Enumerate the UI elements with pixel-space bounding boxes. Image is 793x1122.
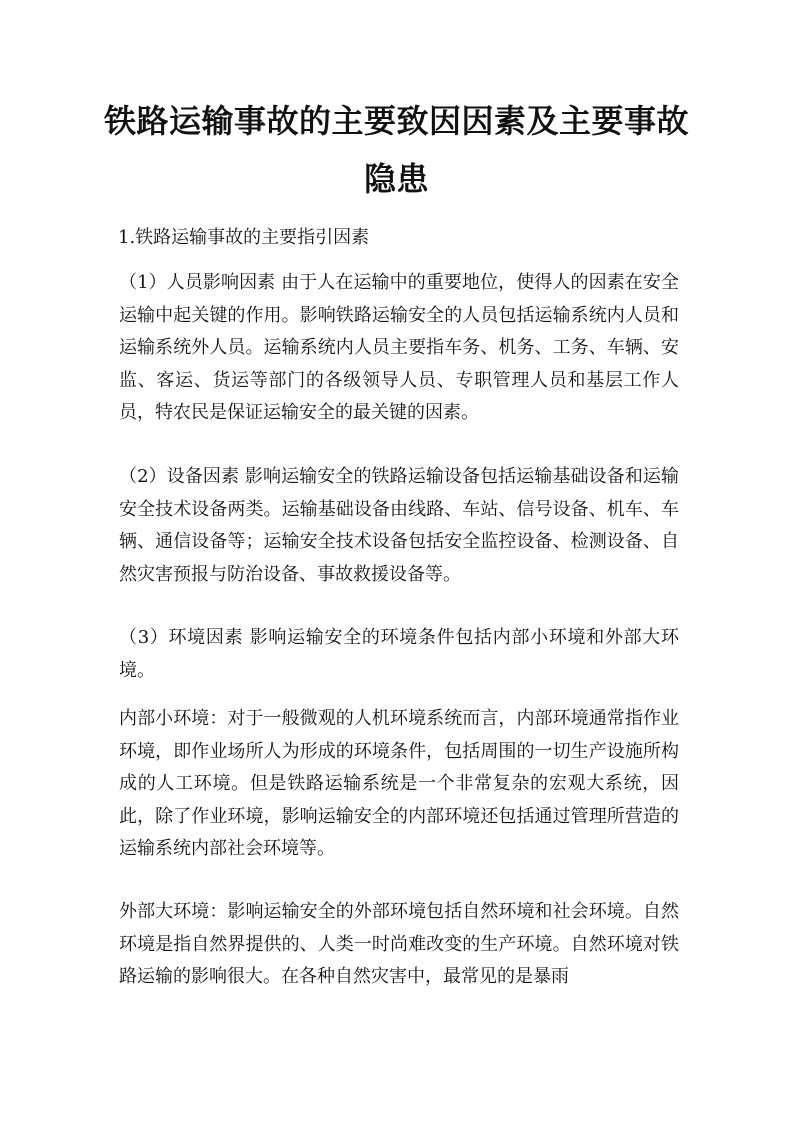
paragraph-environment-factors: （3）环境因素 影响运输安全的环境条件包括内部小环境和外部大环境。 [119,627,679,681]
document-title: 铁路运输事故的主要致因因素及主要事故隐患 [103,102,689,198]
paragraph-equipment-factors: （2）设备因素 影响运输安全的铁路运输设备包括运输基础设备和运输安全技术设备两类。运输基础设备由线路、车站、信号设备、机车、车辆、通信设备等；运输安全技术设备包括安全监控设备、检测设备、自然灾害预报与防治设备、事故救援设备等。 [119,466,679,585]
section-heading: 1.铁路运输事故的主要指引因素 [118,227,370,248]
paragraph-internal-environment: 内部小环境：对于一般微观的人机环境系统而言，内部环境通常指作业环境，即作业场所人为形成的环境条件，包括周围的一切生产设施所构成的人工环境。但是铁路运输系统是一个非常复杂的宏观大系统，因此，除了作业环境，影响运输安全的内部环境还包括通过管理所营造的运输系统内部社会环境等。 [119,708,679,859]
paragraph-external-environment: 外部大环境：影响运输安全的外部环境包括自然环境和社会环境。自然环境是指自然界提供的、人类一时尚难改变的生产环境。自然环境对铁路运输的影响很大。在各种自然灾害中，最常见的是暴雨 [119,901,679,987]
paragraph-personnel-factors: （1）人员影响因素 由于人在运输中的重要地位，使得人的因素在安全运输中起关键的作用。影响铁路运输安全的人员包括运输系统内人员和运输系统外人员。运输系统内人员主要指车务、机务、工务、车辆、安监、客运、货运等部门的各级领导人员、专职管理人员和基层工作人员，特农民是保证运输安全的最关键的因素。 [119,272,679,423]
